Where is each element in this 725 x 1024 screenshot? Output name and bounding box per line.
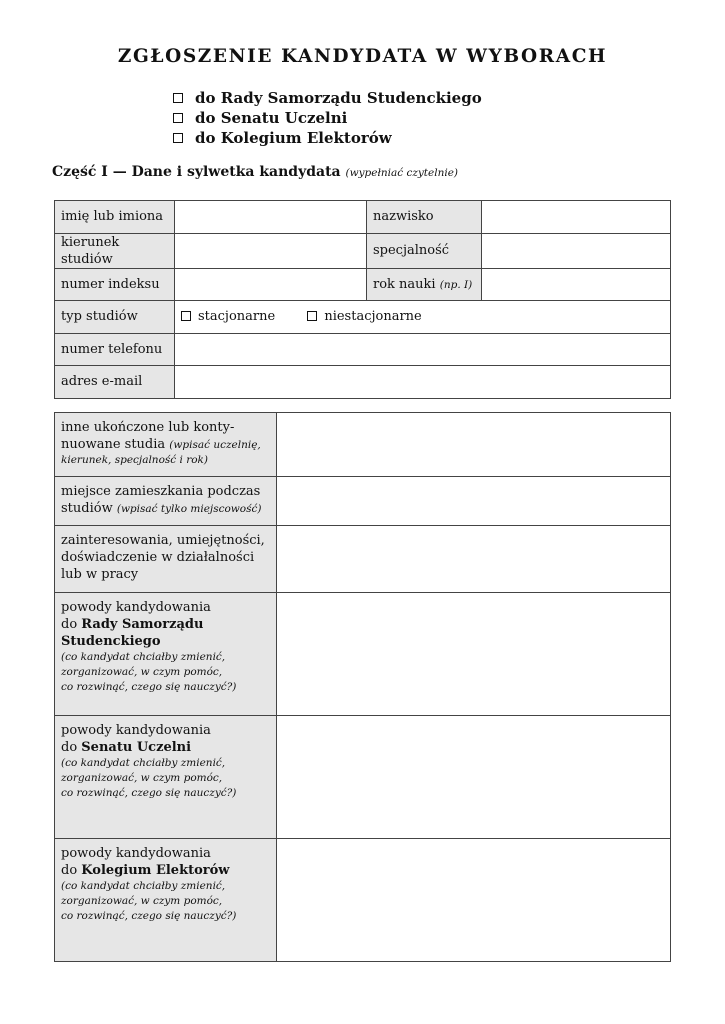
option-senate-label: do Senatu Uczelni: [195, 109, 348, 127]
residence-field[interactable]: [277, 477, 671, 526]
part-time-checkbox[interactable]: [307, 311, 317, 321]
reasons-student-council-label: [55, 593, 277, 716]
reasons-senate-label: [55, 716, 277, 839]
part-time-label: niestacjonarne: [324, 308, 422, 324]
table-row: [55, 201, 671, 234]
reasons-note: (co kandydat chciałby zmienić,: [61, 880, 226, 892]
reasons-to: do: [61, 863, 78, 878]
residence-line: studiów: [61, 501, 113, 516]
reasons-body-name: Rady Samorządu: [81, 617, 204, 632]
reasons-note: zorganizować, w czym pomóc,: [61, 772, 223, 784]
year-label: [367, 268, 482, 301]
part-heading-note: (wypełniać czytelnie): [345, 167, 459, 179]
table-row: [55, 233, 671, 268]
part-time-option[interactable]: [307, 308, 421, 325]
full-time-label: stacjonarne: [198, 308, 276, 324]
other-studies-field[interactable]: [277, 413, 671, 477]
residence-line: miejsce zamieszkania podczas: [61, 484, 261, 499]
index-number-label: numer indeksu: [55, 268, 175, 301]
interests-field[interactable]: [277, 526, 671, 593]
table-row: [55, 716, 671, 839]
interests-label: [55, 526, 277, 593]
reasons-electoral-college-label: [55, 839, 277, 962]
interests-line: lub w pracy: [61, 567, 139, 582]
specialization-field[interactable]: [482, 233, 671, 268]
surname-field[interactable]: [482, 201, 671, 234]
reasons-note: zorganizować, w czym pomóc,: [61, 666, 223, 678]
option-electoral-college-label: do Kolegium Elektorów: [195, 129, 392, 147]
election-options: [173, 88, 482, 148]
email-label: adres e-mail: [55, 366, 175, 399]
reasons-body-name: Senatu Uczelni: [81, 740, 192, 755]
checkbox-student-council[interactable]: [173, 93, 183, 103]
table-row: [55, 477, 671, 526]
reasons-prefix: powody kandydowania: [61, 723, 211, 738]
residence-label: [55, 477, 277, 526]
other-studies-label: [55, 413, 277, 477]
checkbox-electoral-college[interactable]: [173, 133, 183, 143]
first-name-label: imię lub imiona: [55, 201, 175, 234]
reasons-body-name: Kolegium Elektorów: [81, 863, 230, 878]
table-row: [55, 301, 671, 334]
interests-line: zainteresowania, umiejętności,: [61, 533, 265, 548]
other-studies-note: (wpisać uczelnię,: [169, 439, 261, 451]
surname-label: nazwisko: [367, 201, 482, 234]
specialization-label: specjalność: [367, 233, 482, 268]
index-number-field[interactable]: [175, 268, 367, 301]
year-label-text: rok nauki: [373, 276, 436, 292]
table-row: [55, 839, 671, 962]
option-student-council[interactable]: [173, 88, 482, 108]
reasons-prefix: powody kandydowania: [61, 600, 211, 615]
option-student-council-label: do Rady Samorządu Studenckiego: [195, 89, 482, 107]
field-of-study-label: kierunek studiów: [55, 233, 175, 268]
year-field[interactable]: [482, 268, 671, 301]
phone-label: numer telefonu: [55, 333, 175, 366]
reasons-electoral-college-field[interactable]: [277, 839, 671, 962]
reasons-note: zorganizować, w czym pomóc,: [61, 895, 223, 907]
full-time-option[interactable]: [181, 308, 275, 325]
table-row: [55, 268, 671, 301]
form-title: ZGŁOSZENIE KANDYDATA W WYBORACH: [117, 46, 608, 67]
phone-field[interactable]: [175, 333, 671, 366]
option-electoral-college[interactable]: [173, 128, 482, 148]
email-field[interactable]: [175, 366, 671, 399]
reasons-note: (co kandydat chciałby zmienić,: [61, 651, 226, 663]
reasons-note: co rozwinąć, czego się nauczyć?): [61, 787, 237, 799]
other-studies-line: inne ukończone lub konty-: [61, 420, 235, 435]
table-row: [55, 413, 671, 477]
year-note: (np. I): [439, 278, 473, 291]
option-senate[interactable]: [173, 108, 482, 128]
reasons-note: co rozwinąć, czego się nauczyć?): [61, 910, 237, 922]
other-studies-line: nuowane studia: [61, 437, 166, 452]
reasons-body-name: Studenckiego: [61, 634, 161, 649]
part-heading: [52, 164, 458, 180]
reasons-senate-field[interactable]: [277, 716, 671, 839]
reasons-prefix: powody kandydowania: [61, 846, 211, 861]
table-row: [55, 526, 671, 593]
part-heading-text: Część I — Dane i sylwetka kandydata: [52, 164, 341, 180]
candidate-profile-table: [54, 412, 671, 962]
full-time-checkbox[interactable]: [181, 311, 191, 321]
checkbox-senate[interactable]: [173, 113, 183, 123]
study-type-field: [175, 301, 671, 334]
reasons-student-council-field[interactable]: [277, 593, 671, 716]
reasons-to: do: [61, 617, 78, 632]
reasons-to: do: [61, 740, 78, 755]
table-row: [55, 333, 671, 366]
residence-note: (wpisać tylko miejscowość): [116, 503, 262, 515]
personal-data-table: [54, 200, 671, 399]
reasons-note: co rozwinąć, czego się nauczyć?): [61, 681, 237, 693]
interests-line: doświadczenie w działalności: [61, 550, 255, 565]
other-studies-note: kierunek, specjalność i rok): [61, 454, 208, 466]
reasons-note: (co kandydat chciałby zmienić,: [61, 757, 226, 769]
table-row: [55, 366, 671, 399]
first-name-field[interactable]: [175, 201, 367, 234]
table-row: [55, 593, 671, 716]
study-type-label: typ studiów: [55, 301, 175, 334]
field-of-study-field[interactable]: [175, 233, 367, 268]
